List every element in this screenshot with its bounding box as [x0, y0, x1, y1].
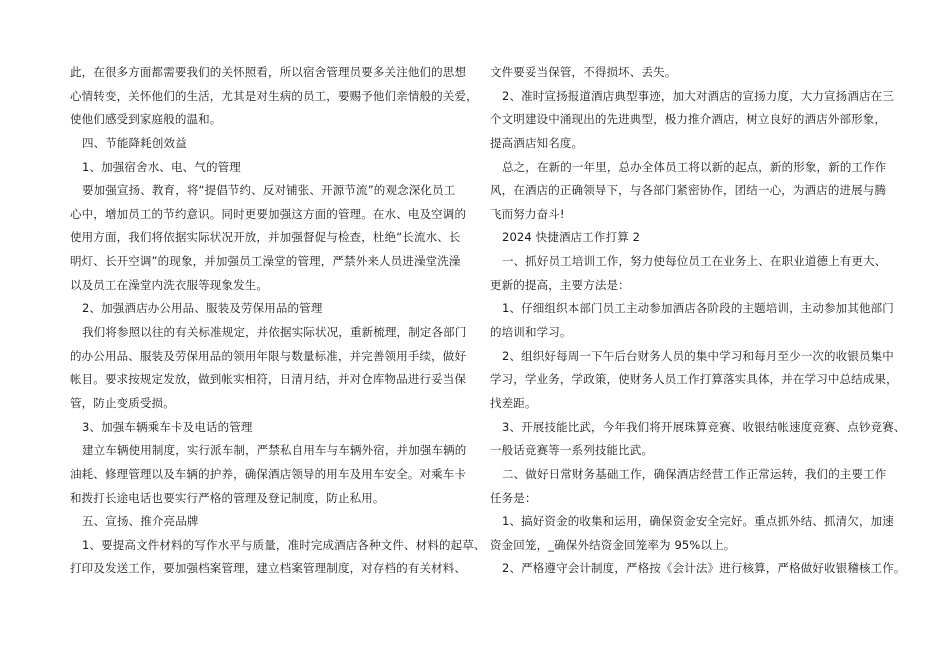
section-heading: 五、宣扬、推介亮品牌	[82, 514, 199, 529]
text-line: 1、仔细组织本部门员工主动参加酒店各阶段的主题培训，主动参加其他部门	[502, 301, 894, 316]
text-line: 使他们感受到家庭般的温和。	[70, 112, 222, 127]
subsection-heading: 2、加强酒店办公用品、服装及劳保用品的管理	[82, 301, 323, 316]
text-line: 文件要妥当保管，不得损坏、丢失。	[490, 65, 677, 79]
text-line: 风，在酒店的正确领导下，与各部门紧密协作，团结一心，为酒店的进展与腾	[490, 183, 887, 198]
section-heading: 四、节能降耗创效益	[82, 135, 187, 150]
text-line: 2、严格遵守会计制度，严格按《会计法》进行核算，严格做好收银稽核工作。	[502, 561, 906, 576]
text-line: 飞而努力奋斗!	[490, 206, 565, 221]
text-line: 更新的提高，主要方法是：	[490, 277, 630, 292]
text-line: 1、要提高文件材料的写作水平与质量，准时完成酒店各种文件、材料的起草、	[82, 537, 486, 552]
text-line: 2、组织好每周一下午后台财务人员的集中学习和每月至少一次的收银员集中	[502, 348, 894, 363]
document-title: 2024 快捷酒店工作打算 2	[502, 230, 641, 245]
text-line: 和拨打长途电话也要实行严格的管理及登记制度，防止私用。	[70, 490, 385, 505]
section-heading: 一、抓好员工培训工作，努力使每位员工在业务上、在职业道德上有更大、	[502, 254, 887, 269]
text-line: 此，在很多方面都需要我们的关怀照看，所以宿舍管理员要多关注他们的思想	[70, 65, 467, 79]
text-line: 以及员工在澡堂内洗衣服等现象发生。	[70, 277, 269, 292]
text-line: 找差距。	[490, 395, 537, 410]
text-line: 的办公用品、服装及劳保用品的领用年限与数量标准，并完善领用手续，做好	[70, 348, 467, 363]
section-heading: 二、做好日常财务基础工作，确保酒店经营工作正常运转，我们的主要工作	[502, 466, 887, 481]
text-line: 2、准时宣扬报道酒店典型事迹，加大对酒店的宣扬力度，大力宣扬酒店在三	[502, 88, 894, 103]
text-line: 任务是：	[490, 490, 537, 505]
subsection-heading: 1、加强宿舍水、电、气的管理	[82, 159, 241, 174]
text-line: 明灯、长开空调”的现象，并加强员工澡堂的管理，严禁外来人员进澡堂洗澡	[70, 254, 461, 269]
text-line: 心中，增加员工的节约意识。同时更要加强这方面的管理。在水、电及空调的	[70, 206, 467, 221]
subsection-heading: 3、加强车辆乘车卡及电话的管理	[82, 419, 253, 434]
text-line: 油耗、修理管理以及车辆的护养，确保酒店领导的用车及用车安全。对乘车卡	[70, 466, 467, 481]
text-line: 3、开展技能比武，今年我们将开展珠算竞赛、收银结帐速度竞赛、点钞竞赛、	[502, 419, 906, 434]
text-line: 管，防止变质受损。	[70, 395, 175, 410]
text-line: 一般话竞赛等一系列技能比武。	[490, 443, 654, 458]
text-line: 我们将参照以往的有关标准规定，并依据实际状况，重新梳理，制定各部门	[82, 325, 467, 340]
text-line: 的培训和学习。	[490, 325, 572, 340]
text-line: 要加强宣扬、教育，将“提倡节约、反对铺张、开源节流”的观念深化员工	[82, 183, 456, 198]
text-line: 1、搞好资金的收集和运用，确保资金安全完好。重点抓外结、抓清欠，加速	[502, 514, 894, 529]
text-line: 个文明建设中涌现出的先进典型，极力推介酒店，树立良好的酒店外部形象，	[490, 112, 887, 127]
right-column	[490, 61, 906, 581]
text-line: 心情转变，关怀他们的生活，尤其是对生病的员工，要赐予他们亲情般的关爱，	[70, 88, 478, 103]
left-column	[70, 61, 486, 581]
text-line: 帐目。要求按规定发放，做到帐实相符，日清月结，并对仓库物品进行妥当保	[70, 372, 467, 387]
text-line: 提高酒店知名度。	[490, 135, 584, 150]
text-line: 资金回笼，_确保外结资金回笼率为 95%以上。	[490, 537, 736, 552]
text-line: 使用方面，我们将依据实际状况开放，并加强督促与检查，杜绝“长流水、长	[70, 230, 461, 245]
text-line: 打印及发送工作，要加强档案管理，建立档案管理制度，对存档的有关材料、	[70, 561, 467, 576]
text-line: 总之，在新的一年里，总办全体员工将以新的起点，新的形象，新的工作作	[502, 159, 887, 174]
text-line: 学习，学业务，学政策，使财务人员工作打算落实具体，并在学习中总结成果，	[490, 372, 898, 387]
text-line: 建立车辆使用制度，实行派车制，严禁私自用车与车辆外宿，并加强车辆的	[82, 443, 467, 458]
